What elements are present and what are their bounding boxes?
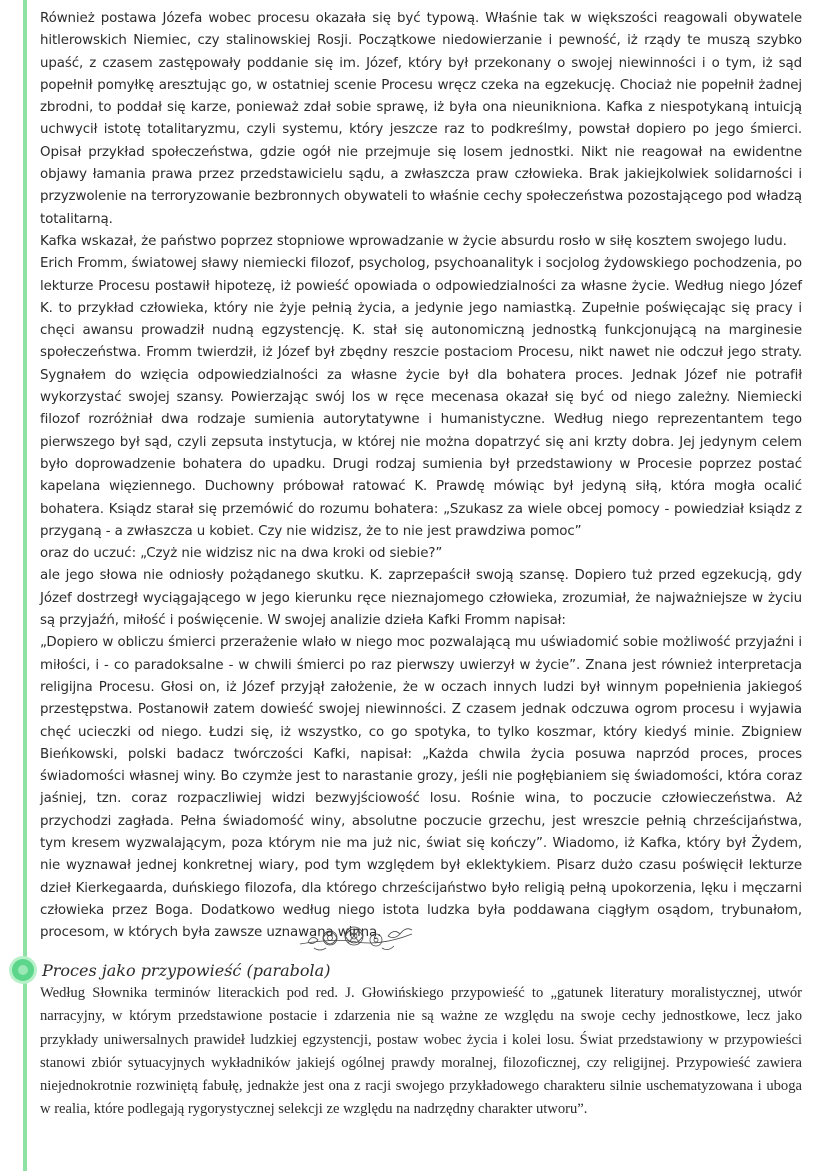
handwritten-text-block	[40, 8, 802, 944]
section-title: Proces jako przypowieść (parabola)	[42, 960, 331, 980]
body-paragraph: Erich Fromm, światowej sławy niemiecki filozof, psycholog, psychoanalityk i socjolog żydowskiego pochodzenia, po lekturze Procesu postawił hipotezę, iż powieść opowiada o odpowiedzialności za własne życie. Według niego Józef K. to przykład człowieka, który nie żyje pełnią życia, a jedynie jego namiastką. Zupełnie poświęcając się pracy i chęci awansu prowadził nudną egzystencję. K. stał się autonomiczną jednostką funkcjonującą na marginesie społeczeństwa. Fromm twierdził, iż Józef był zbędny reszcie postaciom Procesu, nikt nawet nie odczuł jego straty. Sygnałem do wzięcia odpowiedzialności za własne życie był dla bohatera proces. Jednak Józef nie potrafił wykorzystać swojej szansy. Powierzając swój los w ręce mecenasa okazał się być od niego zależny. Niemiecki filozof rozróżniał dwa rodzaje sumienia autorytatywne i humanistyczne. Według niego reprezentantem tego pierwszego był sąd, czyli zepsuta instytucja, w której nie można dopatrzyć się ani krzty dobra. Jej jedynym celem było doprowadzenie bohatera do upadku. Drugi rodzaj sumienia był przedstawiony w Procesie poprzez postać kapelana więziennego. Duchowny próbował ratować K. Prawdę mówiąc był jedyną siłą, która mogła ocalić bohatera. Ksiądz starał się przemówić do rozumu bohatera: „Szukasz za wiele obcej pomocy - powiedział ksiądz z przyganą - a zwłaszcza u kobiet. Czy nie widzisz, że to nie jest prawdziwa pomoc”	[40, 256, 802, 539]
body-paragraph: oraz do uczuć: „Czyż nie widzisz nic na dwa kroki od siebie?”	[40, 546, 443, 562]
section-paragraph: Według Słownika terminów literackich pod red. J. Głowińskiego przypowieść to „gatunek literatury moralistycznej, utwór narracyjny, w którym przedstawione postacie i zdarzenia nie są ważne ze względu na swoje cechy jednostkowe, lecz jako przykłady uniwersalnych prawideł ludzkiej egzystencji, postaw wobec życia i kolei losu. Świat przedstawiony w przypowieści stanowi zbiór sytuacyjnych wykładników jakiejś ogólnej prawdy moralnej, filozoficznej, czy religijnej. Przypowieść zawiera niejednokrotnie rozwiniętą fabułę, jednakże jest ona z racji swojego przykładowego charakteru silnie uschematyzowana i uboga w realia, które podlegają rygorystycznej selekcji ze względu na nadrzędny charakter utworu”.	[40, 985, 802, 1118]
green-dot-icon	[12, 959, 34, 981]
section-heading	[12, 958, 330, 982]
body-paragraph: Kafka wskazał, że państwo poprzez stopniowe wprowadzanie w życie absurdu rosło w siłę kosztem swojego ludu.	[40, 233, 787, 249]
page-left-border	[23, 0, 27, 1171]
floral-decoration-icon	[296, 914, 416, 958]
section-body	[40, 982, 802, 1122]
body-paragraph: Również postawa Józefa wobec procesu okazała się być typową. Właśnie tak w większości reagowali obywatele hitlerowskich Niemiec, czy stalinowskiej Rosji. Początkowe niedowierzanie i pewność, iż rządy te muszą szybko upaść, z czasem zastępowały poddanie się im. Józef, który był przekonany o swojej niewinności i o tym, iż sąd popełnił pomyłkę aresztując go, w ostatniej scenie Procesu wręcz czeka na egzekucję. Chociaż nie popełnił żadnej zbrodni, to poddał się karze, ponieważ zdał sobie sprawę, iż była ona nieunikniona. Kafka z niespotykaną intuicją uchwycił istotę totalitaryzmu, czyli systemu, który jeszcze raz to podkreślmy, powstał dopiero po jego śmierci. Opisał przykład społeczeństwa, gdzie ogół nie przejmuje się losem jednostki. Nikt nie reagował na ewidentne objawy łamania prawa przez przedstawicielu sądu, a zwłaszcza praw człowieka. Brak jakiejkolwiek solidarności i przyzwolenie na terroryzowanie bezbronnych obywateli to właśnie cechy społeczeństwa pozostającego pod władzą totalitarną.	[40, 11, 802, 227]
body-paragraph: „Dopiero w obliczu śmierci przerażenie wlało w niego moc pozwalającą mu uświadomić sobie możliwość przyjaźni i miłości, i - co paradoksalne - w chwili śmierci po raz pierwszy uwierzył w życie”. Znana jest również interpretacja religijna Procesu. Głosi on, iż Józef przyjął założenie, że w oczach innych ludzi był winnym popełnienia jakiegoś przestępstwa. Postanowił zatem dowieść swojej niewinności. Z czasem jednak odczuwa ogrom procesu i wyjawia chęć ucieczki od niego. Łudzi się, iż wszystko, co go spotyka, to tylko koszmar, który kiedyś minie. Zbigniew Bieńkowski, polski badacz twórczości Kafki, napisał: „Każda chwila życia posuwa naprzód proces, proces świadomości własnej winy. Bo czymże jest to narastanie grozy, jeśli nie pogłębianiem się świadomości, która coraz jaśniej, tzn. coraz rozpaczliwiej widzi bezwyjściowość losu. Rośnie wina, to poczucie człowieczeństwa. Aż przychodzi zagłada. Pełna świadomość winy, absolutne poczucie grzechu, jest wreszcie pełnią chrześcijaństwa, tym kresem wyzwalającym, poza którym nie ma już nic, świat się kończy”. Wiadomo, iż Kafka, który był Żydem, nie wyznawał jednej konkretnej wiary, pod tym względem był eklektykiem. Pisarz dużo czasu poświęcił lekturze dzieł Kierkegaarda, duńskiego filozofa, dla którego chrześcijaństwo było religią pełną upokorzenia, lęku i męczarni człowieka przez Boga. Dodatkowo według niego istota ludzka była poddawana ciągłym osądom, trybunałom, procesom, w których była zawsze uznawana winną.	[40, 635, 802, 941]
body-paragraph: ale jego słowa nie odniosły pożądanego skutku. K. zaprzepaścił swoją szansę. Dopiero tuż przed egzekucją, gdy Józef dostrzegł wyciągającego w jego kierunku ręce nieznajomego człowieka, zrozumiał, że najważniejsze w życiu są przyjaźń, miłość i poświęcenie. W swojej analizie dzieła Kafki Fromm napisał:	[40, 568, 802, 629]
